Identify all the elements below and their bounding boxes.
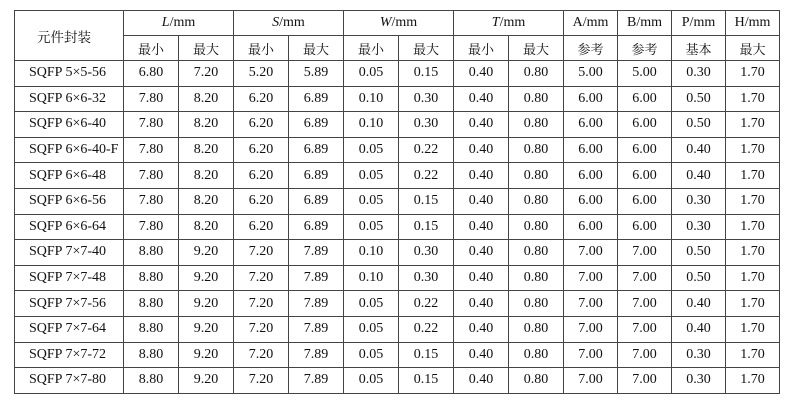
value-cell: 0.05 [344, 342, 399, 368]
value-cell: 0.40 [454, 86, 509, 112]
group-symbol: T [491, 15, 500, 30]
value-cell: 0.80 [509, 188, 564, 214]
group-unit: /mm [391, 15, 418, 30]
value-cell: 0.22 [399, 137, 454, 163]
value-cell: 8.20 [179, 112, 234, 138]
value-cell: 6.00 [618, 137, 672, 163]
value-cell: 0.80 [509, 86, 564, 112]
table-row [15, 137, 780, 163]
value-cell: 1.70 [726, 291, 780, 317]
value-cell: 0.80 [509, 342, 564, 368]
value-cell: 6.20 [234, 188, 289, 214]
value-cell: 0.30 [399, 86, 454, 112]
value-cell: 0.40 [454, 112, 509, 138]
value-cell: 0.30 [399, 240, 454, 266]
value-cell: 7.80 [124, 86, 179, 112]
value-cell: 0.15 [399, 188, 454, 214]
value-cell: 8.80 [124, 316, 179, 342]
value-cell: 0.50 [672, 240, 726, 266]
value-cell: 7.80 [124, 188, 179, 214]
table-row [15, 316, 780, 342]
value-cell: 0.30 [672, 342, 726, 368]
value-cell: 0.15 [399, 214, 454, 240]
value-cell: 7.20 [234, 291, 289, 317]
package-name-cell: SQFP 7×7-80 [15, 368, 124, 394]
max-subheader: 最大 [179, 36, 234, 61]
min-subheader: 最小 [124, 36, 179, 61]
min-subheader: 最小 [344, 36, 399, 61]
package-name-cell: SQFP 7×7-64 [15, 316, 124, 342]
value-cell: 6.89 [289, 163, 344, 189]
value-cell: 0.05 [344, 368, 399, 394]
value-cell: 7.80 [124, 137, 179, 163]
value-cell: 1.70 [726, 240, 780, 266]
package-dimension-table [14, 10, 780, 394]
value-cell: 7.80 [124, 163, 179, 189]
table-row [15, 291, 780, 317]
value-cell: 7.89 [289, 291, 344, 317]
value-cell: 7.20 [234, 342, 289, 368]
value-cell: 0.40 [672, 291, 726, 317]
value-cell: 0.15 [399, 342, 454, 368]
value-cell: 6.00 [618, 214, 672, 240]
value-cell: 0.50 [672, 112, 726, 138]
value-cell: 0.80 [509, 291, 564, 317]
package-name-cell: SQFP 7×7-48 [15, 265, 124, 291]
value-cell: 0.30 [672, 188, 726, 214]
value-cell: 8.80 [124, 368, 179, 394]
value-cell: 6.20 [234, 163, 289, 189]
value-cell: 0.40 [454, 214, 509, 240]
value-cell: 0.22 [399, 163, 454, 189]
value-cell: 0.40 [454, 188, 509, 214]
value-cell: 6.89 [289, 137, 344, 163]
package-name-cell: SQFP 6×6-64 [15, 214, 124, 240]
table-row [15, 188, 780, 214]
value-cell: 0.40 [672, 316, 726, 342]
table-row [15, 368, 780, 394]
value-cell: 9.20 [179, 291, 234, 317]
value-cell: 6.89 [289, 86, 344, 112]
value-cell: 9.20 [179, 240, 234, 266]
value-cell: 6.89 [289, 214, 344, 240]
value-cell: 6.20 [234, 86, 289, 112]
value-cell: 7.00 [618, 265, 672, 291]
value-cell: 6.00 [564, 188, 618, 214]
value-cell: 0.10 [344, 112, 399, 138]
value-cell: 7.20 [234, 368, 289, 394]
value-cell: 1.70 [726, 265, 780, 291]
column-subheader: 参考 [564, 36, 618, 61]
group-header-w [344, 11, 454, 36]
column-header-p: P/mm [672, 11, 726, 36]
value-cell: 7.20 [234, 316, 289, 342]
value-cell: 0.15 [399, 368, 454, 394]
value-cell: 0.30 [672, 368, 726, 394]
value-cell: 7.00 [618, 368, 672, 394]
value-cell: 8.20 [179, 137, 234, 163]
value-cell: 0.05 [344, 163, 399, 189]
value-cell: 9.20 [179, 342, 234, 368]
package-name-cell: SQFP 7×7-40 [15, 240, 124, 266]
value-cell: 6.00 [618, 188, 672, 214]
value-cell: 0.15 [399, 61, 454, 87]
value-cell: 0.80 [509, 368, 564, 394]
column-subheader: 参考 [618, 36, 672, 61]
value-cell: 0.80 [509, 316, 564, 342]
value-cell: 0.40 [672, 163, 726, 189]
value-cell: 7.00 [618, 291, 672, 317]
value-cell: 9.20 [179, 368, 234, 394]
value-cell: 1.70 [726, 214, 780, 240]
table-row [15, 265, 780, 291]
value-cell: 6.20 [234, 137, 289, 163]
value-cell: 7.89 [289, 342, 344, 368]
column-subheader: 最大 [726, 36, 780, 61]
value-cell: 7.89 [289, 368, 344, 394]
table-row [15, 112, 780, 138]
value-cell: 8.20 [179, 214, 234, 240]
package-name-cell: SQFP 7×7-56 [15, 291, 124, 317]
value-cell: 5.20 [234, 61, 289, 87]
value-cell: 0.05 [344, 214, 399, 240]
package-name-cell: SQFP 5×5-56 [15, 61, 124, 87]
value-cell: 0.10 [344, 265, 399, 291]
value-cell: 7.00 [564, 265, 618, 291]
value-cell: 7.80 [124, 214, 179, 240]
value-cell: 1.70 [726, 342, 780, 368]
value-cell: 0.80 [509, 265, 564, 291]
column-header-b: B/mm [618, 11, 672, 36]
value-cell: 1.70 [726, 316, 780, 342]
value-cell: 0.40 [454, 137, 509, 163]
value-cell: 7.00 [618, 316, 672, 342]
value-cell: 7.00 [618, 342, 672, 368]
column-header-a: A/mm [564, 11, 618, 36]
value-cell: 5.00 [564, 61, 618, 87]
value-cell: 0.80 [509, 214, 564, 240]
value-cell: 6.20 [234, 112, 289, 138]
value-cell: 0.30 [672, 214, 726, 240]
table-row [15, 214, 780, 240]
column-subheader: 基本 [672, 36, 726, 61]
value-cell: 0.10 [344, 86, 399, 112]
value-cell: 0.50 [672, 86, 726, 112]
dimension-table-container [14, 10, 780, 394]
value-cell: 6.89 [289, 188, 344, 214]
value-cell: 7.80 [124, 112, 179, 138]
header-row-sub [15, 36, 780, 61]
value-cell: 7.00 [564, 240, 618, 266]
value-cell: 1.70 [726, 112, 780, 138]
table-row [15, 61, 780, 87]
value-cell: 8.80 [124, 342, 179, 368]
value-cell: 5.00 [618, 61, 672, 87]
value-cell: 0.22 [399, 291, 454, 317]
value-cell: 0.40 [672, 137, 726, 163]
value-cell: 6.00 [618, 163, 672, 189]
max-subheader: 最大 [399, 36, 454, 61]
value-cell: 0.40 [454, 316, 509, 342]
value-cell: 8.80 [124, 265, 179, 291]
value-cell: 0.30 [672, 61, 726, 87]
group-symbol: W [379, 15, 392, 30]
value-cell: 6.00 [618, 86, 672, 112]
min-subheader: 最小 [234, 36, 289, 61]
value-cell: 0.40 [454, 61, 509, 87]
column-header-h: H/mm [726, 11, 780, 36]
table-row [15, 342, 780, 368]
value-cell: 7.89 [289, 265, 344, 291]
value-cell: 0.05 [344, 316, 399, 342]
value-cell: 9.20 [179, 316, 234, 342]
value-cell: 8.20 [179, 188, 234, 214]
group-symbol: L [161, 15, 170, 30]
package-column-header: 元件封装 [15, 11, 124, 61]
value-cell: 7.89 [289, 240, 344, 266]
table-row [15, 163, 780, 189]
package-name-cell: SQFP 6×6-32 [15, 86, 124, 112]
group-unit: /mm [499, 15, 526, 30]
value-cell: 0.22 [399, 316, 454, 342]
value-cell: 0.80 [509, 137, 564, 163]
value-cell: 7.20 [234, 265, 289, 291]
value-cell: 0.80 [509, 240, 564, 266]
table-header [15, 11, 780, 61]
value-cell: 8.80 [124, 291, 179, 317]
value-cell: 7.00 [564, 342, 618, 368]
value-cell: 0.80 [509, 112, 564, 138]
group-unit: /mm [169, 15, 196, 30]
value-cell: 0.05 [344, 291, 399, 317]
value-cell: 7.20 [179, 61, 234, 87]
value-cell: 0.30 [399, 112, 454, 138]
value-cell: 5.89 [289, 61, 344, 87]
value-cell: 0.10 [344, 240, 399, 266]
table-row [15, 240, 780, 266]
value-cell: 0.40 [454, 291, 509, 317]
value-cell: 7.00 [564, 291, 618, 317]
value-cell: 1.70 [726, 86, 780, 112]
value-cell: 8.80 [124, 240, 179, 266]
table-row [15, 86, 780, 112]
value-cell: 6.89 [289, 112, 344, 138]
package-name-cell: SQFP 6×6-48 [15, 163, 124, 189]
group-header-s [234, 11, 344, 36]
package-name-cell: SQFP 6×6-40 [15, 112, 124, 138]
table-body [15, 61, 780, 394]
value-cell: 0.05 [344, 188, 399, 214]
max-subheader: 最大 [509, 36, 564, 61]
value-cell: 7.00 [618, 240, 672, 266]
value-cell: 7.89 [289, 316, 344, 342]
value-cell: 6.00 [564, 163, 618, 189]
value-cell: 6.00 [564, 214, 618, 240]
value-cell: 0.80 [509, 163, 564, 189]
value-cell: 0.40 [454, 265, 509, 291]
group-header-l [124, 11, 234, 36]
value-cell: 1.70 [726, 163, 780, 189]
package-name-cell: SQFP 6×6-40-F [15, 137, 124, 163]
value-cell: 0.30 [399, 265, 454, 291]
value-cell: 6.00 [564, 86, 618, 112]
value-cell: 7.00 [564, 368, 618, 394]
value-cell: 7.00 [564, 316, 618, 342]
value-cell: 0.40 [454, 368, 509, 394]
value-cell: 9.20 [179, 265, 234, 291]
value-cell: 0.40 [454, 342, 509, 368]
value-cell: 1.70 [726, 61, 780, 87]
value-cell: 0.05 [344, 61, 399, 87]
max-subheader: 最大 [289, 36, 344, 61]
package-name-cell: SQFP 7×7-72 [15, 342, 124, 368]
value-cell: 1.70 [726, 368, 780, 394]
value-cell: 6.00 [618, 112, 672, 138]
package-name-cell: SQFP 6×6-56 [15, 188, 124, 214]
min-subheader: 最小 [454, 36, 509, 61]
value-cell: 6.00 [564, 137, 618, 163]
value-cell: 0.50 [672, 265, 726, 291]
value-cell: 8.20 [179, 86, 234, 112]
value-cell: 0.40 [454, 163, 509, 189]
value-cell: 0.05 [344, 137, 399, 163]
value-cell: 8.20 [179, 163, 234, 189]
value-cell: 7.20 [234, 240, 289, 266]
value-cell: 1.70 [726, 137, 780, 163]
value-cell: 0.40 [454, 240, 509, 266]
header-row-groups [15, 11, 780, 36]
value-cell: 6.80 [124, 61, 179, 87]
group-symbol: S [272, 15, 280, 30]
group-unit: /mm [279, 15, 305, 30]
value-cell: 6.20 [234, 214, 289, 240]
value-cell: 6.00 [564, 112, 618, 138]
group-header-t [454, 11, 564, 36]
value-cell: 0.80 [509, 61, 564, 87]
value-cell: 1.70 [726, 188, 780, 214]
